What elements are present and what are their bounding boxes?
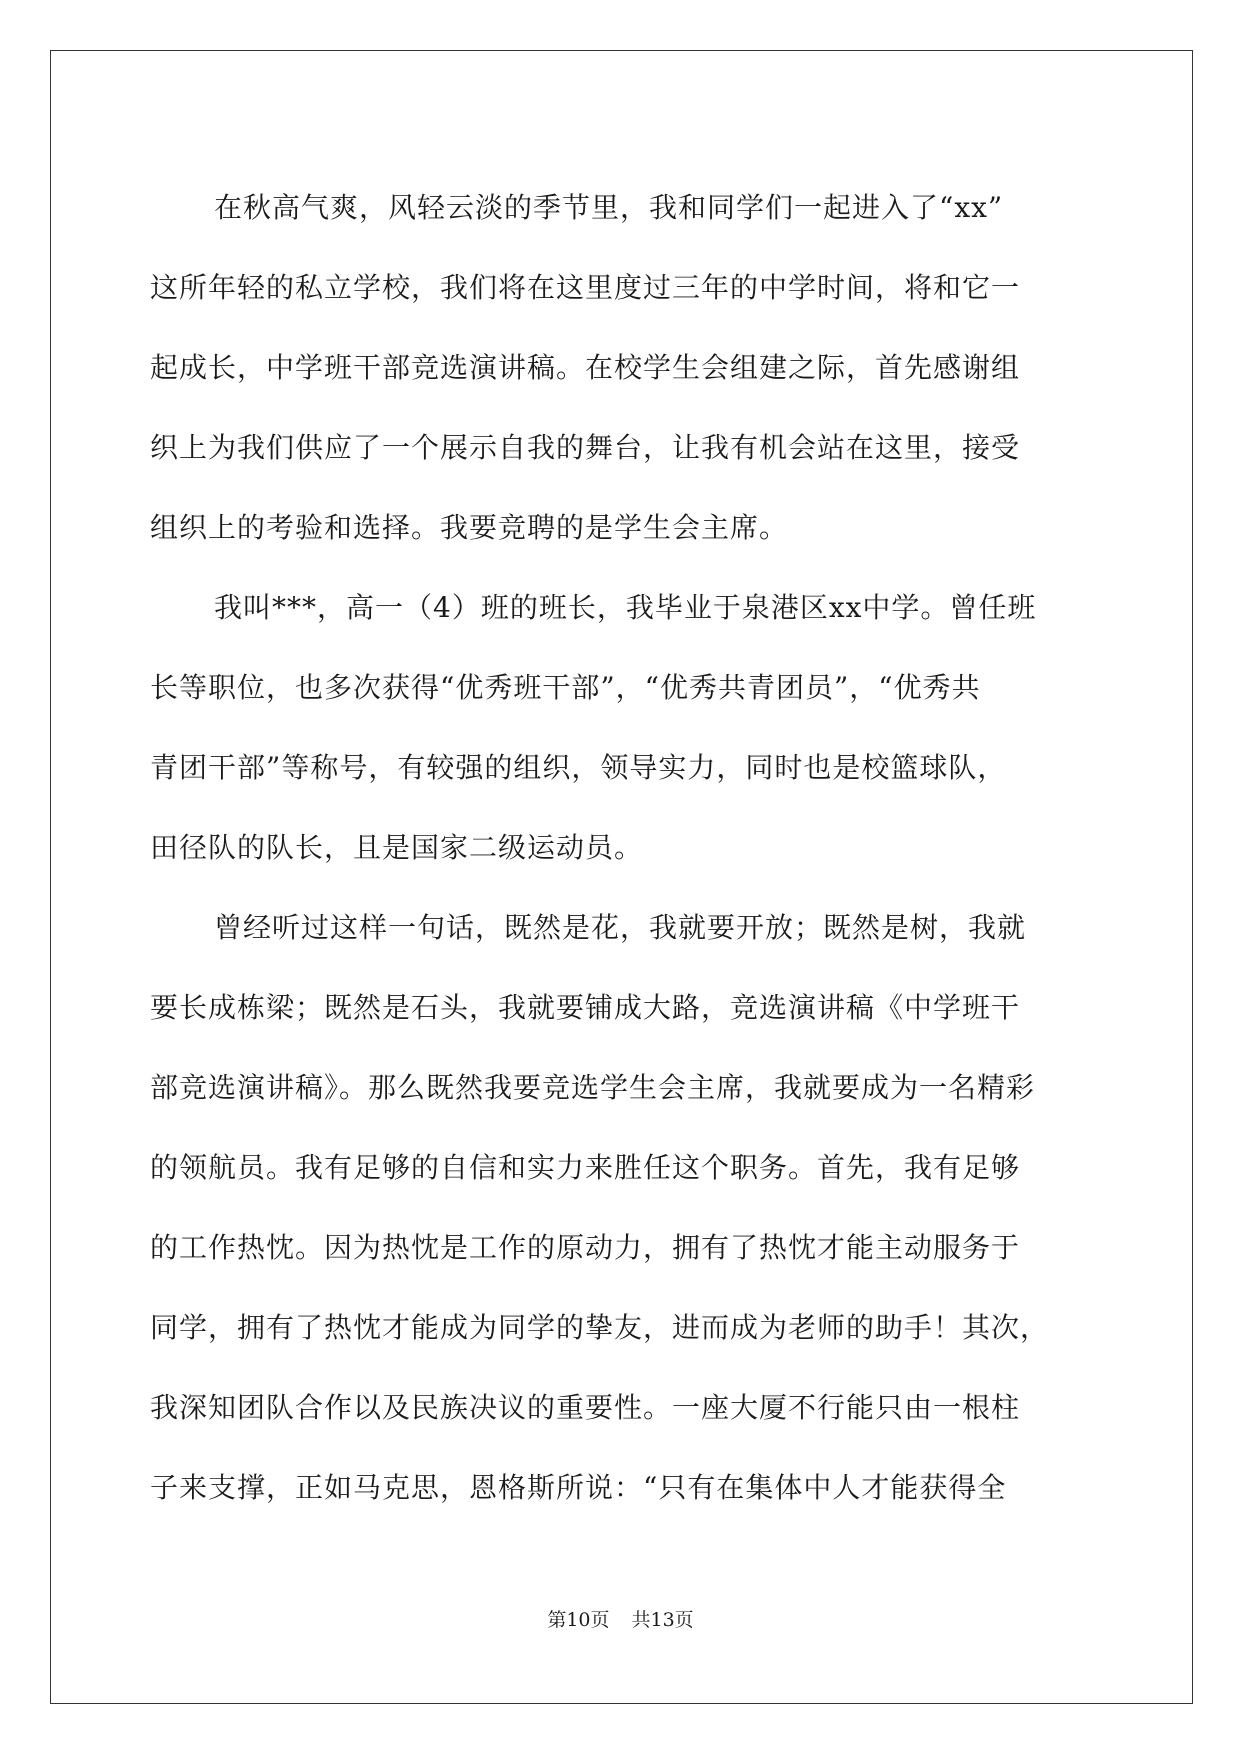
paragraph-2-line-4: 田径队的队长，且是国家二级运动员。 [150,831,644,864]
paragraph-1-line-2: 这所年轻的私立学校，我们将在这里度过三年的中学时间，将和它一 [150,271,1021,304]
paragraph-3-line-8: 子来支撑，正如马克思，恩格斯所说：“只有在集体中人才能获得全 [150,1471,1007,1504]
current-page-number: 第10页 [547,1609,610,1631]
document-body [150,168,1090,1528]
paragraph-1-line-3: 起成长，中学班干部竞选演讲稿。在校学生会组建之际，首先感谢组 [150,351,1021,384]
total-page-count: 共13页 [631,1609,694,1631]
paragraph-2-line-3: 青团干部”等称号，有较强的组织，领导实力，同时也是校篮球队， [150,751,1007,784]
paragraph-3-line-5: 的工作热忱。因为热忱是工作的原动力，拥有了热忱才能主动服务于 [150,1231,1021,1264]
paragraph-3-line-7: 我深知团队合作以及民族决议的重要性。一座大厦不行能只由一根柱 [150,1391,1021,1424]
paragraph-3-line-3: 部竞选演讲稿》。那么既然我要竞选学生会主席，我就要成为一名精彩 [150,1071,1036,1104]
paragraph-2-line-2: 长等职位，也多次获得“优秀班干部”，“优秀共青团员”，“优秀共 [150,671,981,704]
paragraph-1-line-4: 织上为我们供应了一个展示自我的舞台，让我有机会站在这里，接受 [150,431,1021,464]
paragraph-3-line-2: 要长成栋梁；既然是石头，我就要铺成大路，竞选演讲稿《中学班干 [150,991,1021,1024]
paragraph-2-line-1: 我叫***，高一（4）班的班长，我毕业于泉港区xx中学。曾任班 [214,591,1037,624]
paragraph-3-line-6: 同学，拥有了热忱才能成为同学的挚友，进而成为老师的助手！其次， [150,1311,1050,1344]
page-footer [0,1608,1241,1632]
paragraph-3-line-4: 的领航员。我有足够的自信和实力来胜任这个职务。首先，我有足够 [150,1151,1021,1184]
paragraph-1-line-5: 组织上的考验和选择。我要竞聘的是学生会主席。 [150,511,789,544]
paragraph-3-line-1: 曾经听过这样一句话，既然是花，我就要开放；既然是树，我就 [214,911,1027,944]
paragraph-1-line-1: 在秋高气爽，风轻云淡的季节里，我和同学们一起进入了“xx” [214,191,1004,224]
